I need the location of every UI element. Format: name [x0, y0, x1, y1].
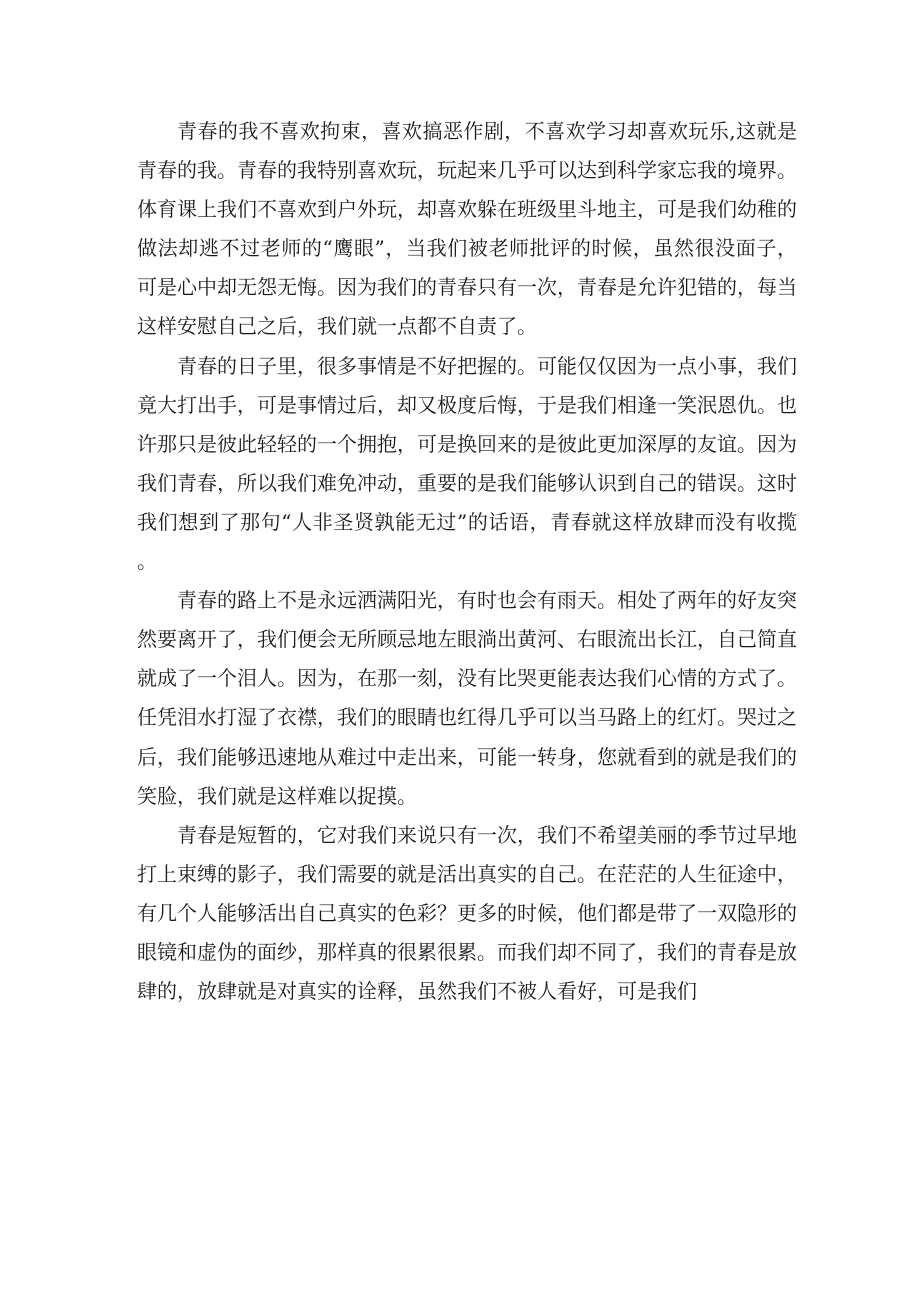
paragraph-4: 青春是短暂的，它对我们来说只有一次，我们不希望美丽的季节过早地打上束缚的影子，我们需要的就是活出真实的自己。在茫茫的人生征途中，有几个人能够活出自己真实的色彩？更多的时候，他们都是带了一双隐形的眼镜和虚伪的面纱，那样真的很累很累。而我们却不同了，我们的青春是放肆的，放肆就是对真实的诠释，虽然我们不被人看好，可是我们 — [137, 822, 797, 1004]
paragraph-3: 青春的路上不是永远洒满阳光，有时也会有雨天。相处了两年的好友突然要离开了，我们便会无所顾忌地左眼淌出黄河、右眼流出长江，自己简直就成了一个泪人。因为，在那一刻，没有比哭更能表达我们心情的方式了。任凭泪水打湿了衣襟，我们的眼睛也红得几乎可以当马路上的红灯。哭过之后，我们能够迅速地从难过中走出来，可能一转身，您就看到的就是我们的笑脸，我们就是这样难以捉摸。 — [137, 588, 797, 808]
document-body — [137, 112, 797, 1011]
paragraph-2: 青春的日子里，很多事情是不好把握的。可能仅仅因为一点小事，我们竟大打出手，可是事情过后，却又极度后悔，于是我们相逢一笑泯恩仇。也许那只是彼此轻轻的一个拥抱，可是换回来的是彼此更加深厚的友谊。因为我们青春，所以我们难免冲动，重要的是我们能够认识到自己的错误。这时我们想到了那句“人非圣贤孰能无过”的话语，青春就这样放肆而没有收揽。 — [137, 353, 797, 574]
paragraph-1: 青春的我不喜欢拘束，喜欢搞恶作剧，不喜欢学习却喜欢玩乐,这就是青春的我。青春的我特别喜欢玩，玩起来几乎可以达到科学家忘我的境界。体育课上我们不喜欢到户外玩，却喜欢躲在班级里斗地主，可是我们幼稚的做法却逃不过老师的“鹰眼”，当我们被老师批评的时候，虽然很没面子，可是心中却无怨无悔。因为我们的青春只有一次，青春是允许犯错的，每当这样安慰自己之后，我们就一点都不自责了。 — [137, 119, 797, 339]
